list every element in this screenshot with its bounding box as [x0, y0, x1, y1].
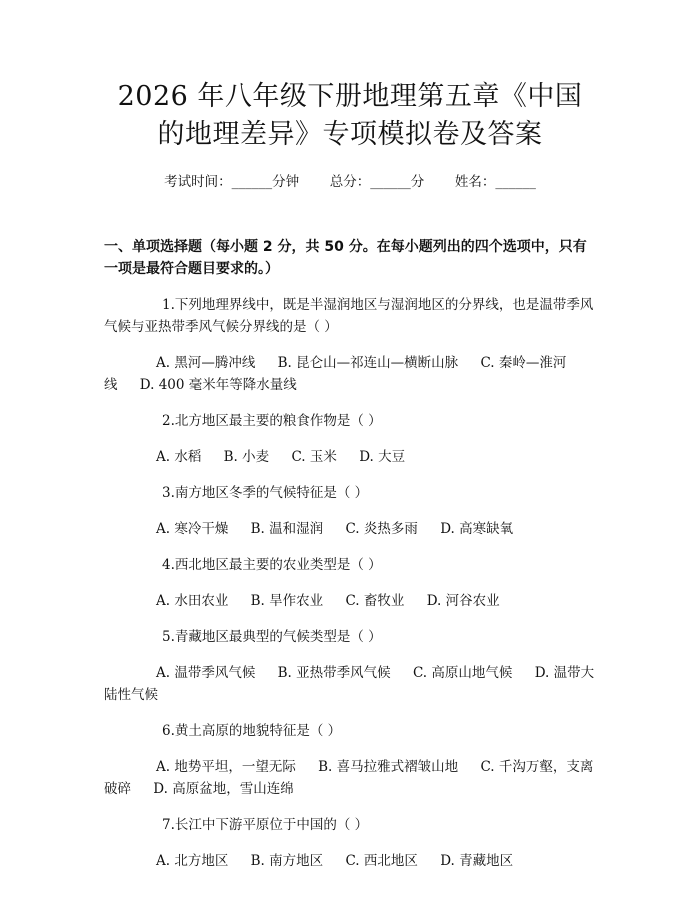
option-a: A. 地势平坦，一望无际 [156, 759, 296, 775]
option-b: B. 小麦 [223, 449, 270, 465]
question-5 [104, 626, 596, 648]
question-text: 南方地区冬季的气候特征是（ ） [174, 485, 369, 501]
question-text: 黄土高原的地貌特征是（ ） [174, 723, 342, 739]
question-text: 长江中下游平原位于中国的（ ） [174, 817, 369, 833]
option-b: B. 温和湿润 [250, 521, 324, 537]
question-text: 北方地区最主要的粮食作物是（ ） [174, 413, 382, 429]
exam-time-label: 考试时间：______分钟 [164, 174, 300, 190]
question-number: 5. [162, 629, 175, 645]
option-c: C. 高原山地气候 [412, 665, 513, 681]
option-a: A. 黑河—腾冲线 [156, 355, 256, 371]
question-7 [104, 814, 596, 836]
question-number: 3. [162, 485, 175, 501]
total-score-label: 总分：______分 [329, 174, 425, 190]
option-d: D. 高寒缺氧 [440, 521, 514, 537]
question-text: 下列地理界线中，既是半湿润地区与湿润地区的分界线，也是温带季风气候与亚热带季风气候分界线的是（ ） [104, 297, 594, 335]
exam-meta [104, 172, 596, 192]
option-d: D. 高原盆地，雪山连绵 [153, 781, 294, 797]
option-c: C. 秦岭—淮河线 [104, 355, 567, 393]
question-number: 1. [162, 297, 175, 313]
question-6-options [104, 756, 596, 800]
option-d: D. 400 毫米年等降水量线 [139, 377, 297, 393]
question-3-options [104, 518, 596, 540]
option-d: D. 青藏地区 [440, 853, 514, 869]
question-text: 青藏地区最典型的气候类型是（ ） [174, 629, 382, 645]
option-a: A. 北方地区 [156, 853, 229, 869]
option-c: C. 西北地区 [345, 853, 418, 869]
question-1-options [104, 352, 596, 396]
question-4-options [104, 590, 596, 612]
option-b: B. 旱作农业 [250, 593, 324, 609]
option-c: C. 千沟万壑，支离破碎 [104, 759, 594, 797]
option-c: C. 炎热多雨 [345, 521, 418, 537]
question-7-options [104, 850, 596, 872]
option-b: B. 亚热带季风气候 [277, 665, 391, 681]
question-number: 7. [162, 817, 175, 833]
question-number: 2. [162, 413, 175, 429]
option-c: C. 玉米 [291, 449, 337, 465]
question-text: 西北地区最主要的农业类型是（ ） [174, 557, 382, 573]
option-d: D. 河谷农业 [426, 593, 500, 609]
question-2 [104, 410, 596, 432]
question-6 [104, 720, 596, 742]
option-a: A. 温带季风气候 [156, 665, 256, 681]
question-1 [104, 294, 596, 338]
question-number: 4. [162, 557, 175, 573]
section-heading: 一、单项选择题（每小题 2 分，共 50 分。在每小题列出的四个选项中，只有一项是最符合题目要求的。） [104, 239, 587, 277]
option-a: A. 水稻 [156, 449, 202, 465]
student-name-label: 姓名：______ [454, 174, 536, 190]
option-b: B. 喜马拉雅式褶皱山地 [318, 759, 459, 775]
question-4 [104, 554, 596, 576]
option-b: B. 昆仑山—祁连山—横断山脉 [277, 355, 459, 371]
option-d: D. 大豆 [359, 449, 406, 465]
document-title: 2026 年八年级下册地理第五章《中国的地理差异》专项模拟卷及答案 [117, 81, 583, 150]
option-d: D. 温带大陆性气候 [104, 665, 595, 703]
question-number: 6. [162, 723, 175, 739]
question-5-options [104, 662, 596, 706]
option-a: A. 寒冷干燥 [156, 521, 229, 537]
question-2-options [104, 446, 596, 468]
option-c: C. 畜牧业 [345, 593, 405, 609]
option-a: A. 水田农业 [156, 593, 229, 609]
option-b: B. 南方地区 [250, 853, 324, 869]
question-3 [104, 482, 596, 504]
